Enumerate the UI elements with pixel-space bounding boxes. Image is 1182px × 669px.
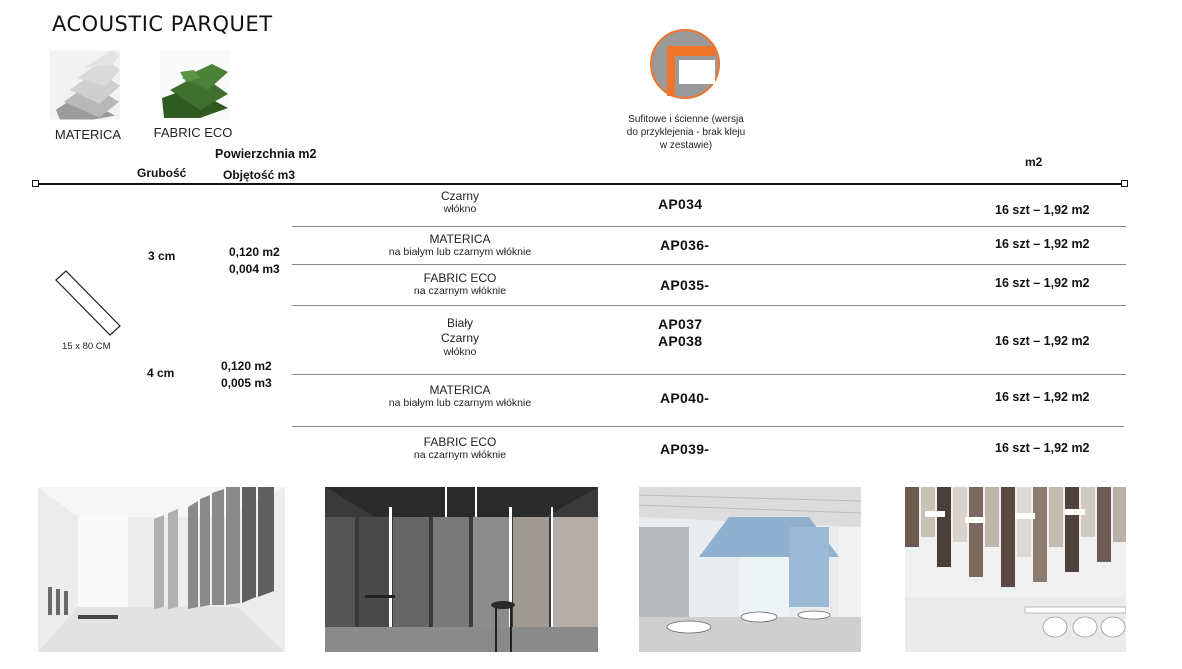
row-quantity: 16 szt – 1,92 m2 bbox=[995, 334, 1090, 348]
area-3cm: 0,120 m2 bbox=[229, 245, 280, 259]
fabric-eco-swatch-image bbox=[160, 50, 230, 120]
panel-size-label: 15 x 80 CM bbox=[62, 341, 111, 352]
row-product-detail: włókno bbox=[443, 203, 477, 215]
header-area: Powierzchnia m2 bbox=[215, 147, 317, 161]
row-product-name: FABRIC ECO bbox=[423, 435, 497, 449]
row-code: AP040- bbox=[660, 390, 710, 406]
header-thickness: Grubość bbox=[137, 166, 187, 180]
mount-ceiling-wall-icon bbox=[649, 28, 721, 105]
table-row bbox=[360, 189, 560, 215]
swatch-label-materica: MATERICA bbox=[54, 127, 122, 142]
row-quantity: 16 szt – 1,92 m2 bbox=[995, 203, 1090, 217]
row-code: AP034 bbox=[658, 196, 703, 212]
area-4cm: 0,120 m2 bbox=[221, 359, 272, 373]
row-code-alt: AP038 bbox=[658, 333, 703, 349]
mount-description: Sufitowe i ścienne (wersja do przyklejenia - brak kleju w zestawie) bbox=[626, 114, 746, 151]
row-code: AP035- bbox=[660, 277, 710, 293]
row-product-detail: na białym lub czarnym włóknie bbox=[388, 397, 532, 409]
interior-photo-restaurant bbox=[639, 487, 861, 652]
row-quantity: 16 szt – 1,92 m2 bbox=[995, 390, 1090, 404]
page-title: ACOUSTIC PARQUET bbox=[52, 12, 273, 36]
divider-endcap-right bbox=[1121, 180, 1128, 187]
panel-shape-icon bbox=[52, 268, 122, 343]
thickness-3cm: 3 cm bbox=[148, 249, 176, 263]
swatch-label-fabric-eco: FABRIC ECO bbox=[153, 125, 233, 140]
header-volume: Objętość m3 bbox=[223, 168, 296, 182]
table-row bbox=[360, 383, 560, 409]
row-product-name-alt: Czarny bbox=[440, 331, 479, 345]
row-product-detail: na czarnym włóknie bbox=[413, 449, 507, 461]
swatch-fabric-eco bbox=[160, 50, 230, 125]
interior-photo-dark-corridor bbox=[325, 487, 598, 652]
row-product-name: Czarny bbox=[440, 189, 479, 203]
row-product-name: Biały bbox=[446, 316, 473, 330]
table-row bbox=[360, 271, 560, 297]
swatch-materica bbox=[50, 50, 120, 125]
row-product-detail: włókno bbox=[443, 346, 477, 358]
row-product-name: MATERICA bbox=[429, 383, 491, 397]
row-quantity: 16 szt – 1,92 m2 bbox=[995, 276, 1090, 290]
interior-photo-office bbox=[905, 487, 1126, 652]
header-divider bbox=[36, 183, 1126, 185]
row-separator bbox=[292, 305, 1126, 306]
row-separator bbox=[292, 426, 1124, 427]
row-separator bbox=[292, 226, 1126, 227]
table-row bbox=[360, 232, 560, 258]
row-code: AP036- bbox=[660, 237, 710, 253]
row-code: AP039- bbox=[660, 441, 710, 457]
header-m2: m2 bbox=[1025, 155, 1043, 169]
row-quantity: 16 szt – 1,92 m2 bbox=[995, 237, 1090, 251]
divider-endcap-left bbox=[32, 180, 39, 187]
table-row bbox=[360, 316, 560, 358]
table-row bbox=[360, 435, 560, 461]
row-separator bbox=[292, 264, 1126, 265]
row-product-detail: na czarnym włóknie bbox=[413, 285, 507, 297]
materica-swatch-image bbox=[50, 50, 120, 120]
volume-3cm: 0,004 m3 bbox=[229, 262, 280, 276]
row-product-name: FABRIC ECO bbox=[423, 271, 497, 285]
row-product-detail: na białym lub czarnym włóknie bbox=[388, 246, 532, 258]
volume-4cm: 0,005 m3 bbox=[221, 376, 272, 390]
thickness-4cm: 4 cm bbox=[147, 366, 175, 380]
interior-photo-white-room bbox=[38, 487, 285, 652]
row-quantity: 16 szt – 1,92 m2 bbox=[995, 441, 1090, 455]
row-code: AP037 bbox=[658, 316, 703, 332]
row-product-name: MATERICA bbox=[429, 232, 491, 246]
row-separator bbox=[292, 374, 1126, 375]
